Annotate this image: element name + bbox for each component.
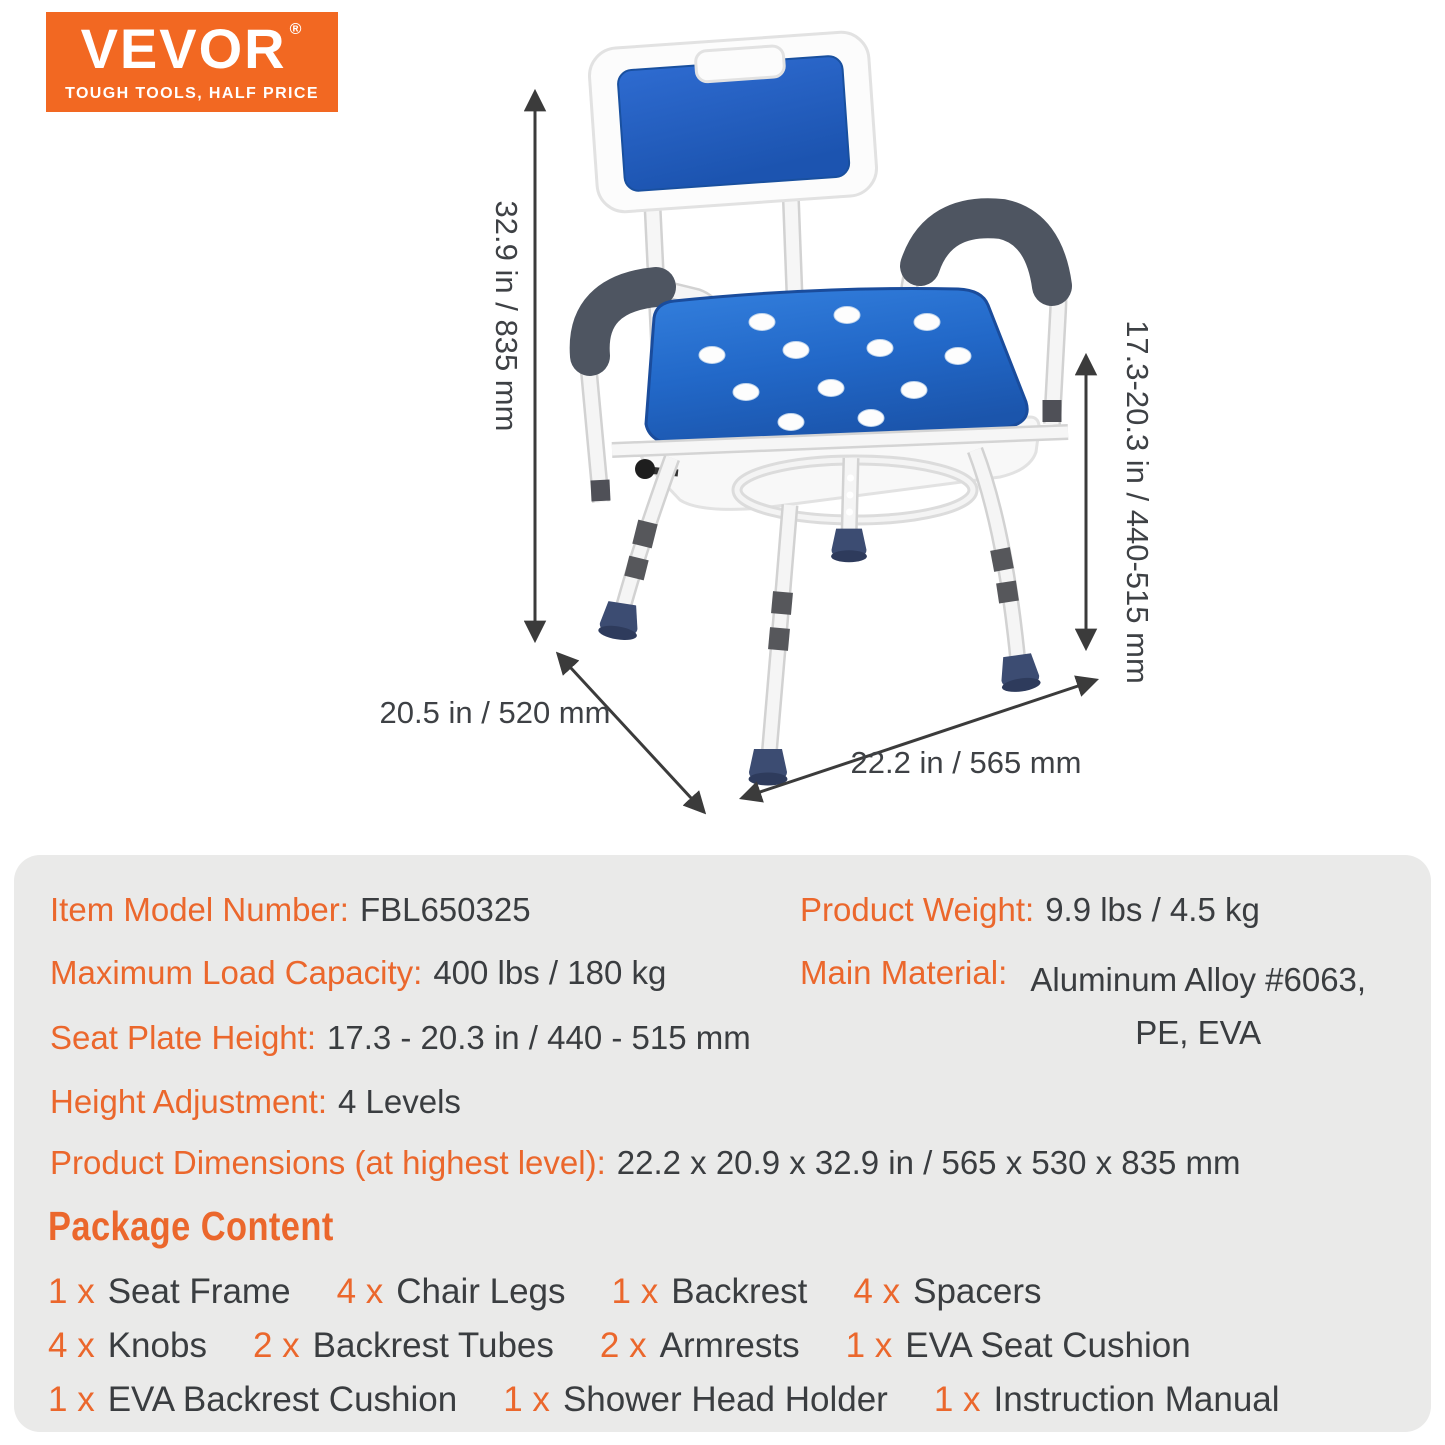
- package-item: [337, 1272, 566, 1312]
- package-item-qty: 1 x: [845, 1326, 893, 1365]
- package-item-qty: 1 x: [503, 1380, 550, 1419]
- adjustment-knob: [635, 459, 655, 479]
- package-item: [48, 1272, 291, 1312]
- package-item-qty: 1 x: [933, 1380, 981, 1419]
- package-item: [612, 1272, 808, 1312]
- spec-value: Aluminum Alloy #6063, PE, EVA: [1030, 961, 1367, 1052]
- package-item: [600, 1326, 800, 1366]
- spec-label: Height Adjustment:: [50, 1083, 327, 1120]
- package-row-3: [48, 1380, 1280, 1420]
- package-item: [48, 1326, 207, 1366]
- spec-seat-height-row: [50, 1018, 751, 1058]
- package-item-name: Instruction Manual: [993, 1380, 1280, 1419]
- dim-depth-label: 20.5 in / 520 mm: [379, 695, 611, 730]
- brand-tagline: TOUGH TOOLS, HALF PRICE: [65, 85, 319, 102]
- package-item-name: Backrest Tubes: [312, 1326, 554, 1365]
- spec-value: 400 lbs / 180 kg: [433, 954, 667, 991]
- right-armrest-foam: [920, 218, 1052, 286]
- package-item-qty: 1 x: [611, 1272, 659, 1311]
- package-item-qty: 2 x: [252, 1326, 300, 1365]
- backrest: [588, 30, 879, 213]
- package-item: [503, 1380, 888, 1420]
- package-item: [253, 1326, 554, 1366]
- package-item-name: Shower Head Holder: [562, 1380, 888, 1419]
- package-item-name: Chair Legs: [396, 1272, 566, 1311]
- package-item: [853, 1272, 1041, 1312]
- spec-height-adjustment-row: [50, 1082, 461, 1122]
- spec-product-weight-row: [800, 890, 1260, 930]
- package-item-qty: 1 x: [48, 1380, 95, 1419]
- spec-value: 17.3 - 20.3 in / 440 - 515 mm: [327, 1019, 751, 1056]
- dim-seat-height-label: 17.3-20.3 in / 440-515 mm: [1120, 320, 1155, 684]
- spec-label: Product Dimensions (at highest level):: [50, 1144, 606, 1181]
- package-content-heading: Package Content: [48, 1203, 334, 1249]
- spec-label: Item Model Number:: [50, 891, 349, 928]
- spec-value: 22.2 x 20.9 x 32.9 in / 565 x 530 x 835 mm: [616, 1144, 1241, 1181]
- dim-line-width: [742, 680, 1096, 798]
- package-item-name: Knobs: [107, 1326, 207, 1365]
- brand-name: VEVOR: [80, 17, 287, 80]
- registered-trademark-symbol: ®: [289, 21, 304, 38]
- package-item-name: Spacers: [913, 1272, 1042, 1311]
- package-item: [846, 1326, 1191, 1366]
- spec-label: Seat Plate Height:: [50, 1019, 316, 1056]
- dim-height-label: 32.9 in / 835 mm: [489, 200, 524, 432]
- package-item-qty: 4 x: [336, 1272, 384, 1311]
- package-item-name: Armrests: [659, 1326, 800, 1365]
- package-row-2: [48, 1326, 1191, 1366]
- backrest-handle-slot: [695, 45, 785, 82]
- spec-value: 4 Levels: [338, 1083, 461, 1120]
- spec-item-model-row: [50, 890, 531, 930]
- spec-load-capacity-row: [50, 953, 666, 993]
- spec-label: Product Weight:: [800, 891, 1035, 928]
- package-item-qty: 4 x: [48, 1326, 95, 1365]
- spec-main-material-row: [800, 953, 1378, 1060]
- left-armrest-foam: [590, 287, 656, 356]
- package-item-name: Backrest: [671, 1272, 808, 1311]
- package-item-name: EVA Backrest Cushion: [107, 1380, 458, 1419]
- package-row-1: [48, 1272, 1042, 1312]
- spec-label: Main Material:: [800, 954, 1008, 991]
- package-item-qty: 1 x: [48, 1272, 95, 1311]
- package-item-name: EVA Seat Cushion: [905, 1326, 1191, 1365]
- package-item-qty: 4 x: [853, 1272, 901, 1311]
- spec-product-dimensions-row: [50, 1143, 1240, 1183]
- spec-label: Maximum Load Capacity:: [50, 954, 423, 991]
- package-item-name: Seat Frame: [107, 1272, 291, 1311]
- spec-value: 9.9 lbs / 4.5 kg: [1045, 891, 1260, 928]
- spec-value: FBL650325: [359, 891, 531, 928]
- package-item: [934, 1380, 1280, 1420]
- package-item-qty: 2 x: [599, 1326, 647, 1365]
- package-item: [48, 1380, 457, 1420]
- dim-width-label: 22.2 in / 565 mm: [850, 745, 1082, 780]
- dim-line-depth: [558, 654, 704, 812]
